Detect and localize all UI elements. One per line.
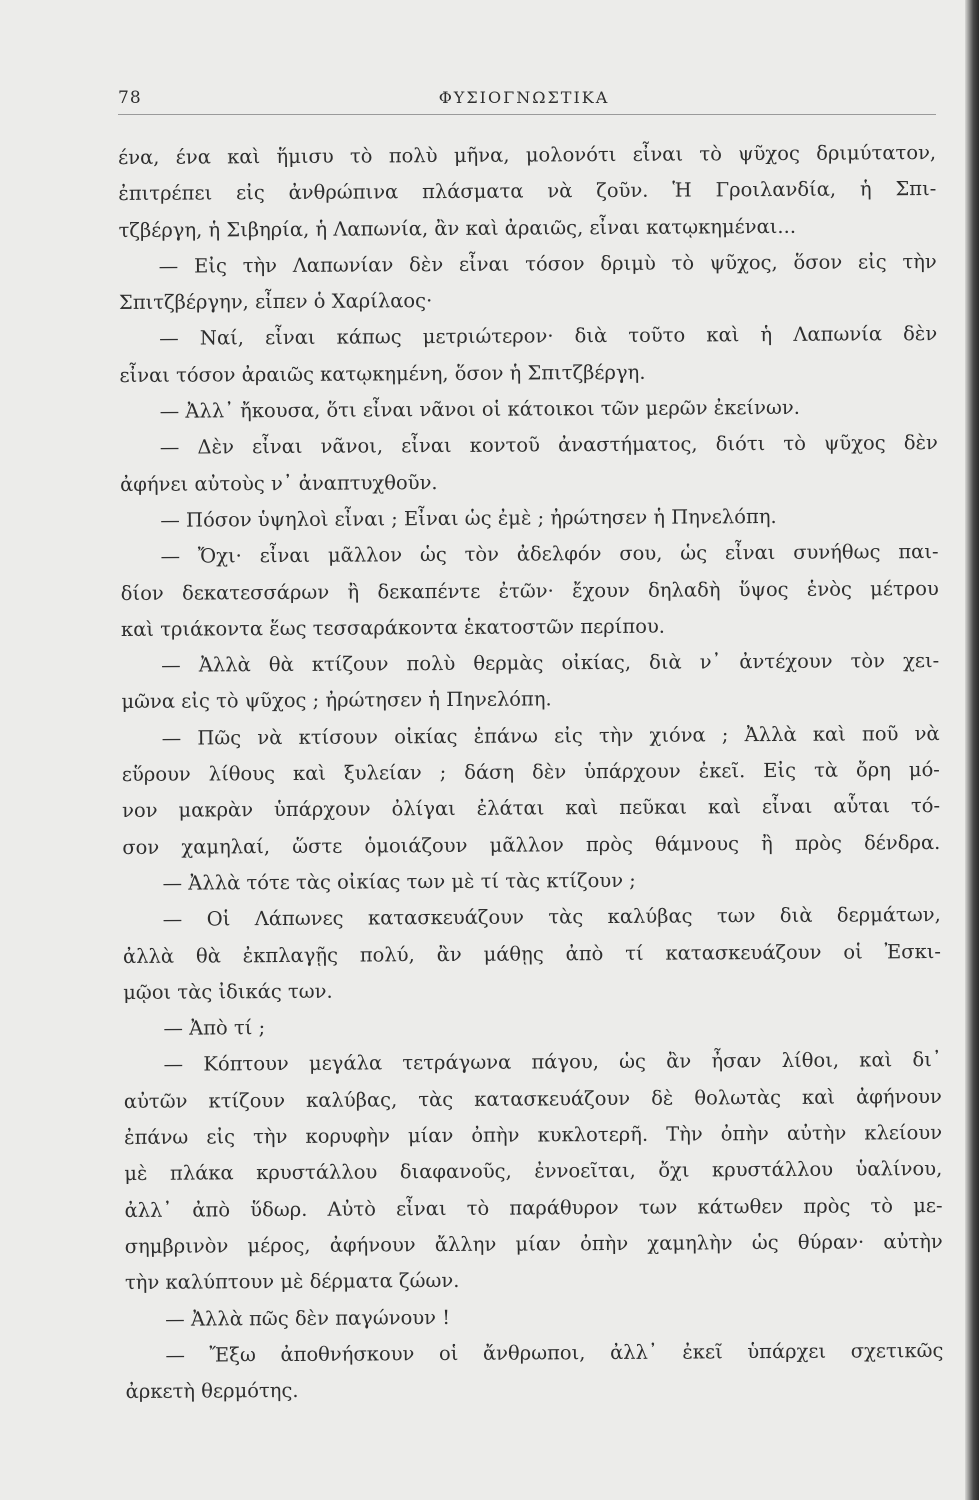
- scan-edge: [965, 0, 979, 1500]
- text-line: — Εἰς τὴν Λαπωνίαν δὲν εἶναι τόσον δριμὺ τὸ ψῦχος, ὅσον εἰς τὴν: [158, 249, 937, 278]
- text-line: εἶναι τόσον ἀραιῶς κατῳκημένη, ὅσον ἡ Σπιτζβέργη.: [119, 360, 646, 387]
- header-rule: [118, 114, 936, 115]
- text-line: ἀλλὰ θὰ ἐκπλαγῇς πολύ, ἂν μάθῃς ἀπὸ τί κατασκευάζουν οἱ Ἐσκι-: [122, 939, 942, 968]
- text-line: — Δὲν εἶναι νᾶνοι, εἶναι κοντοῦ ἀναστήματος, διότι τὸ ψῦχος δὲν: [159, 431, 938, 460]
- page-number: 78: [118, 88, 142, 108]
- text-line: αὐτῶν κτίζουν καλύβας, τὰς κατασκευάζουν δὲ θολωτὰς καὶ ἀφήνουν: [123, 1084, 942, 1113]
- text-line: Σπιτζβέργην, εἶπεν ὁ Χαρίλαος·: [118, 289, 433, 315]
- text-line: ἐπάνω εἰς τὴν κορυφὴν μίαν ὀπὴν κυκλοτερῆ. Τὴν ὀπὴν αὐτὴν κλείουν: [124, 1121, 943, 1149]
- text-line: σον χαμηλαί, ὥστε ὁμοιάζουν μᾶλλον πρὸς θάμνους ἢ πρὸς δένδρα.: [122, 830, 941, 859]
- running-title: ΦΥΣΙΟΓΝΩΣΤΙΚΑ: [438, 88, 610, 107]
- text-line: ἀφήνει αὐτοὺς ν᾽ ἀναπτυχθοῦν.: [120, 470, 438, 496]
- text-line: δίον δεκατεσσάρων ἢ δεκαπέντε ἐτῶν· ἔχουν δηλαδὴ ὕψος ἑνὸς μέτρου: [120, 576, 939, 605]
- body-text: [118, 135, 944, 1410]
- text-line: — Ἀλλὰ πῶς δὲν παγώνουν !: [165, 1305, 451, 1331]
- text-line: — Ἀλλὰ τότε τὰς οἰκίας των μὲ τί τὰς κτίζουν ;: [162, 868, 636, 895]
- text-line: ἐπιτρέπει εἰς ἀνθρώπινα πλάσματα νὰ ζοῦν. Ἡ Γροιλανδία, ἡ Σπι-: [118, 177, 937, 206]
- text-line: τζβέργη, ἡ Σιβηρία, ἡ Λαπωνία, ἂν καὶ ἀραιῶς, εἶναι κατῳκημέναι...: [118, 214, 797, 242]
- text-line: καὶ τριάκοντα ἕως τεσσαράκοντα ἑκατοστῶν περίπου.: [120, 614, 666, 641]
- text-line: ἀρκετὴ θερμότης.: [125, 1379, 299, 1404]
- text-line: εὕρουν λίθους καὶ ξυλείαν ; δάση δὲν ὑπάρχουν ἐκεῖ. Εἰς τὰ ὄρη μό-: [121, 758, 940, 787]
- text-line: — Οἱ Λάπωνες κατασκευάζουν τὰς καλύβας των διὰ δερμάτων,: [162, 903, 941, 931]
- text-line: μὲ πλάκα κρυστάλλου διαφανοῦς, ἐννοεῖται, ὄχι κρυστάλλου ὑαλίνου,: [124, 1157, 943, 1186]
- text-line: νον μακρὰν ὑπάρχουν ὀλίγαι ἐλάται καὶ πεῦκαι καὶ εἶναι αὗται τό-: [122, 794, 941, 823]
- text-line: μῶνα εἰς τὸ ψῦχος ; ἠρώτησεν ἡ Πηνελόπη.: [121, 687, 552, 714]
- text-line: — Πῶς νὰ κτίσουν οἰκίας ἐπάνω εἰς τὴν χιόνα ; Ἀλλὰ καὶ ποῦ νὰ: [161, 721, 940, 750]
- text-line: — Ἀλλὰ θὰ κτίζουν πολὺ θερμὰς οἰκίας, διὰ ν᾽ ἀντέχουν τὸν χει-: [161, 649, 940, 677]
- text-line: — Ἀλλ᾽ ἤκουσα, ὅτι εἶναι νᾶνοι οἱ κάτοικοι τῶν μερῶν ἐκείνων.: [159, 395, 800, 423]
- text-line: τὴν καλύπτουν μὲ δέρματα ζώων.: [124, 1269, 460, 1295]
- text-line: — Ὄχι· εἶναι μᾶλλον ὡς τὸν ἀδελφόν σου, ὡς εἶναι συνήθως παι-: [160, 540, 939, 569]
- text-line: — Πόσον ὑψηλοὶ εἶναι ; Εἶναι ὡς ἐμὲ ; ἠρώτησεν ἡ Πηνελόπη.: [160, 504, 777, 532]
- text-line: — Ναί, εἶναι κάπως μετριώτερον· διὰ τοῦτο καὶ ἡ Λαπωνία δὲν: [159, 322, 938, 351]
- text-line: — Κόπτουν μεγάλα τετράγωνα πάγου, ὡς ἂν ἦσαν λίθοι, καὶ δι᾽: [163, 1048, 942, 1077]
- text-line: — Ἀπὸ τί ;: [163, 1016, 266, 1040]
- text-line: — Ἔξω ἀποθνήσκουν οἱ ἄνθρωποι, ἀλλ᾽ ἐκεῖ ὑπάρχει σχετικῶς: [165, 1338, 944, 1367]
- page-header: [118, 88, 930, 116]
- text-line: μῷοι τὰς ἰδικάς των.: [123, 979, 333, 1004]
- text-line: σημβρινὸν μέρος, ἀφήνουν ἄλλην μίαν ὀπὴν χαμηλὴν ὡς θύραν· αὐτὴν: [124, 1229, 943, 1258]
- text-line: ἀλλ᾽ ἀπὸ ὕδωρ. Αὐτὸ εἶναι τὸ παράθυρον των κάτωθεν πρὸς τὸ με-: [124, 1193, 943, 1222]
- text-line: ένα, ένα καὶ ἥμισυ τὸ πολὺ μῆνα, μολονότι εἶναι τὸ ψῦχος δριμύτατον,: [118, 141, 937, 169]
